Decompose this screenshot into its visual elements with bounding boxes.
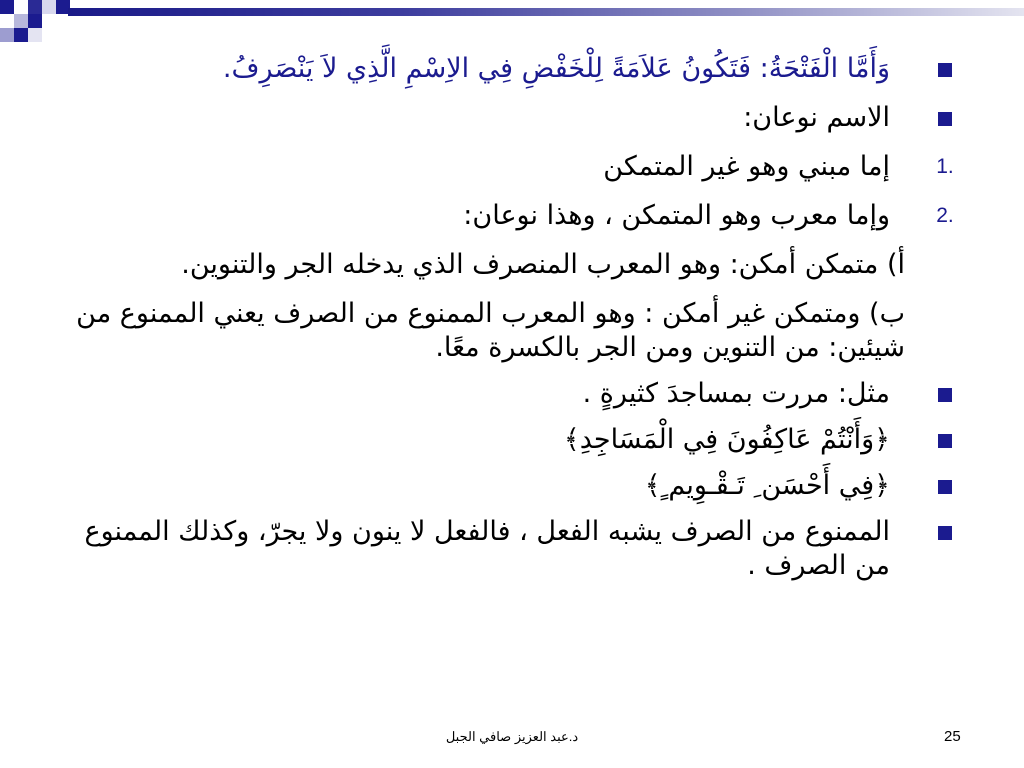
bullet-text: ب) ومتمكن غير أمكن : وهو المعرب الممنوع من الصرف يعني الممنوع من شيئين: من التنوين ومن الجر بالكسرة معًا. [76,298,905,363]
bullet-text: ﴿وَأَنْتُمْ عَاكِفُونَ فِي الْمَسَاجِدِ﴾ [563,424,890,455]
sub-item-a [60,248,965,282]
square-bullet-icon [925,515,965,549]
bullet-text: ﴿فِي أَحْسَن ِ تَـقْـوِيم ٍ﴾ [644,470,890,501]
bullet-item-verse-2 [60,469,965,503]
page-number: 25 [944,728,961,745]
sub-item-b [60,297,965,365]
list-number: 2. [936,204,954,227]
numbered-item-1 [60,150,965,184]
square-bullet-icon [925,423,965,457]
slide-body [60,52,965,583]
numbered-item-2 [60,199,965,233]
bullet-item-2 [60,101,965,135]
list-number: 1. [936,155,954,178]
square-bullet-icon [925,469,965,503]
bullet-text: مثل: مررت بمساجدَ كثيرةٍ . [582,378,890,409]
footer-author: د.عبد العزيز صافي الجبل [445,729,579,744]
bullet-item-last [60,515,965,583]
bullet-item-1 [60,52,965,86]
bullet-text: الممنوع من الصرف يشبه الفعل ، فالفعل لا ينون ولا يجرّ، وكذلك الممنوع من الصرف . [84,516,890,581]
square-bullet-icon [925,377,965,411]
bullet-item-example [60,377,965,411]
bullet-text: إما مبني وهو غير المتمكن [603,151,890,182]
title-rule-line [68,8,1024,16]
bullet-text: الاسم نوعان: [743,102,890,133]
bullet-text: وإما معرب وهو المتمكن ، وهذا نوعان: [463,200,890,231]
bullet-item-verse-1 [60,423,965,457]
bullet-text: أ) متمكن أمكن: وهو المعرب المنصرف الذي يدخله الجر والتنوين. [181,249,905,280]
square-bullet-icon [925,101,965,135]
bullet-text: وَأَمَّا الْفَتْحَةُ: فَتَكُونُ عَلاَمَةً لِلْخَفْضِ فِي الاِسْمِ الَّذِي لاَ يَنْصَرِفُ. [222,53,890,84]
square-bullet-icon [925,52,965,86]
